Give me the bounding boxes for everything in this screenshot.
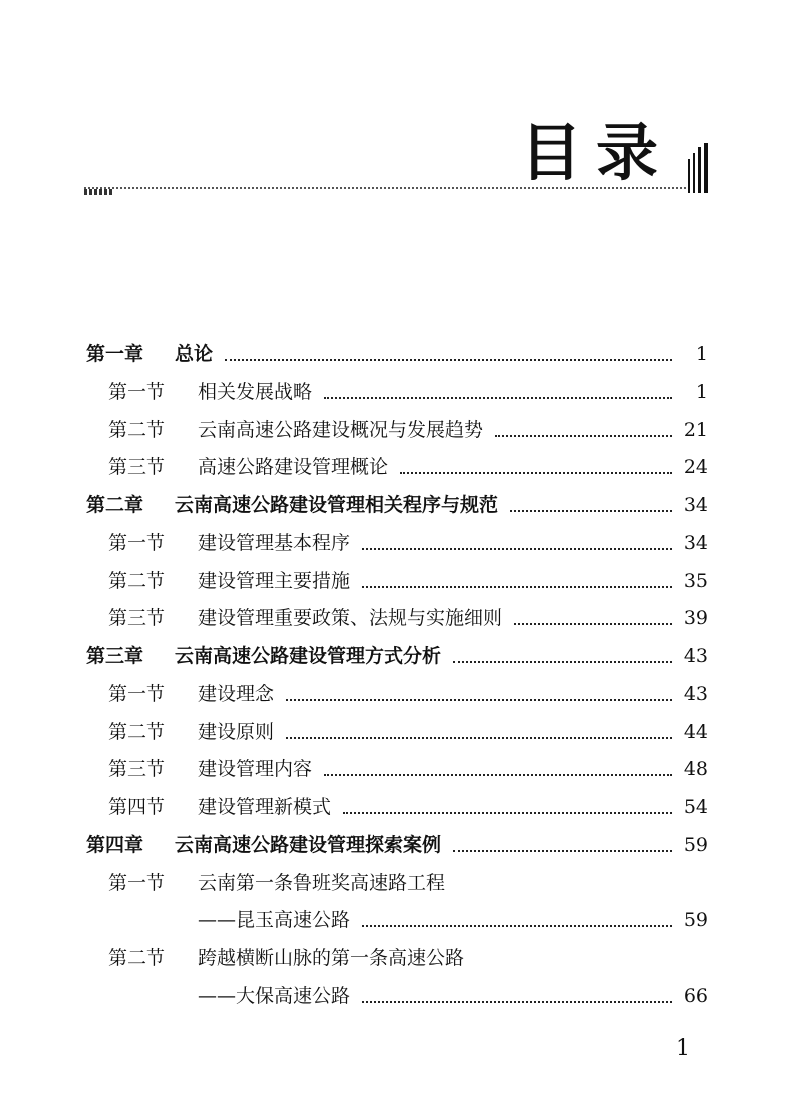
- toc-section-label: 第二节: [108, 569, 166, 592]
- toc-entry-title: 跨越横断山脉的第一条高速公路: [198, 947, 465, 969]
- toc-section-row[interactable]: [0, 752, 790, 786]
- toc-dot-leader: [362, 1001, 672, 1003]
- toc-dot-leader: [324, 397, 672, 399]
- toc-dot-leader: [453, 850, 672, 852]
- toc-dot-leader: [362, 548, 672, 550]
- toc-entry-title: 建设管理主要措施: [198, 569, 351, 592]
- toc-dot-leader: [510, 510, 672, 512]
- toc-section-row[interactable]: [0, 677, 790, 711]
- toc-page-number: 1: [695, 380, 708, 403]
- toc-subtitle-row[interactable]: [0, 979, 790, 1013]
- toc-entry-title: 云南高速公路建设管理相关程序与规范: [175, 494, 499, 516]
- toc-page-number: 48: [683, 758, 708, 781]
- toc-entry-title: 云南第一条鲁班奖高速路工程: [198, 871, 446, 894]
- toc-chapter-row[interactable]: [0, 337, 790, 371]
- toc-page-number: 54: [683, 796, 708, 818]
- toc-entry-title: ——昆玉高速公路: [198, 909, 351, 932]
- toc-section-row[interactable]: [0, 413, 790, 447]
- toc-entry-title: 总论: [175, 343, 214, 365]
- toc-section-label: 第一节: [108, 871, 166, 894]
- toc-entry-title: 云南高速公路建设管理方式分析: [175, 645, 442, 667]
- toc-page-number: 39: [683, 607, 708, 630]
- toc-section-row[interactable]: [0, 866, 790, 900]
- toc-section-row[interactable]: [0, 790, 790, 824]
- toc-entry-title: 建设管理内容: [198, 758, 313, 781]
- toc-dot-leader: [324, 774, 672, 776]
- toc-section-label: 第一节: [108, 682, 166, 705]
- toc-page-number: 24: [683, 456, 708, 479]
- toc-chapter-row[interactable]: [0, 828, 790, 862]
- toc-entry-title: 建设管理基本程序: [198, 531, 351, 554]
- rule-ornament: [84, 189, 114, 195]
- toc-section-label: 第三节: [108, 456, 166, 479]
- toc-section-row[interactable]: [0, 941, 790, 975]
- toc-dot-leader: [362, 586, 672, 588]
- toc-section-row[interactable]: [0, 601, 790, 635]
- toc-entry-title: ——大保高速公路: [198, 984, 351, 1007]
- toc-chapter-row[interactable]: [0, 488, 790, 522]
- toc-entry-title: 云南高速公路建设管理探索案例: [175, 833, 442, 856]
- toc-section-label: 第一节: [108, 380, 166, 403]
- toc-entry-title: 建设原则: [198, 720, 275, 743]
- toc-page-number: 44: [683, 720, 708, 743]
- toc-page-number: 35: [683, 569, 708, 592]
- toc-section-label: 第三节: [108, 758, 166, 781]
- toc-page-number: 59: [683, 909, 708, 932]
- toc-dot-leader: [400, 472, 672, 474]
- toc-section-label: 第二节: [108, 947, 166, 969]
- toc-entry-title: 建设理念: [198, 682, 275, 705]
- toc-page-number: 34: [683, 494, 708, 516]
- toc-chapter-label: 第二章: [86, 494, 144, 516]
- toc-subtitle-row[interactable]: [0, 903, 790, 937]
- page-number: 1: [676, 1036, 690, 1061]
- toc-dot-leader: [453, 661, 672, 663]
- toc-entry-title: 建设管理新模式: [198, 796, 332, 818]
- toc-dot-leader: [225, 359, 672, 361]
- decorative-bars-icon: [688, 143, 710, 193]
- toc-page-number: 34: [683, 531, 708, 554]
- toc-dot-leader: [286, 737, 672, 739]
- toc-chapter-label: 第四章: [86, 833, 144, 856]
- toc-entry-title: 相关发展战略: [198, 380, 313, 403]
- toc-section-label: 第三节: [108, 607, 166, 630]
- toc-page-number: 21: [683, 418, 708, 441]
- toc-section-label: 第一节: [108, 531, 166, 554]
- toc-entry-title: 高速公路建设管理概论: [198, 456, 389, 479]
- toc-dot-leader: [495, 435, 672, 437]
- toc-section-label: 第二节: [108, 720, 166, 743]
- toc-section-label: 第二节: [108, 418, 166, 441]
- toc-section-row[interactable]: [0, 450, 790, 484]
- toc-page-number: 66: [683, 984, 708, 1007]
- toc-page-number: 59: [683, 833, 708, 856]
- toc-section-row[interactable]: [0, 526, 790, 560]
- toc-chapter-row[interactable]: [0, 639, 790, 673]
- toc-chapter-label: 第一章: [86, 343, 144, 365]
- toc-section-label: 第四节: [108, 796, 166, 818]
- toc-dot-leader: [362, 925, 672, 927]
- toc-dot-leader: [286, 699, 672, 701]
- page-title: 目录: [520, 116, 673, 189]
- toc-page-number: 1: [695, 343, 708, 365]
- toc-dot-leader: [343, 812, 672, 814]
- toc-section-row[interactable]: [0, 715, 790, 749]
- toc-section-row[interactable]: [0, 564, 790, 598]
- toc-entry-title: 云南高速公路建设概况与发展趋势: [198, 418, 484, 441]
- toc-entry-title: 建设管理重要政策、法规与实施细则: [198, 607, 503, 630]
- title-rule: [84, 187, 686, 189]
- toc-page-number: 43: [683, 645, 708, 667]
- toc-section-row[interactable]: [0, 375, 790, 409]
- toc-dot-leader: [514, 623, 672, 625]
- toc-chapter-label: 第三章: [86, 645, 144, 667]
- toc-page-number: 43: [683, 682, 708, 705]
